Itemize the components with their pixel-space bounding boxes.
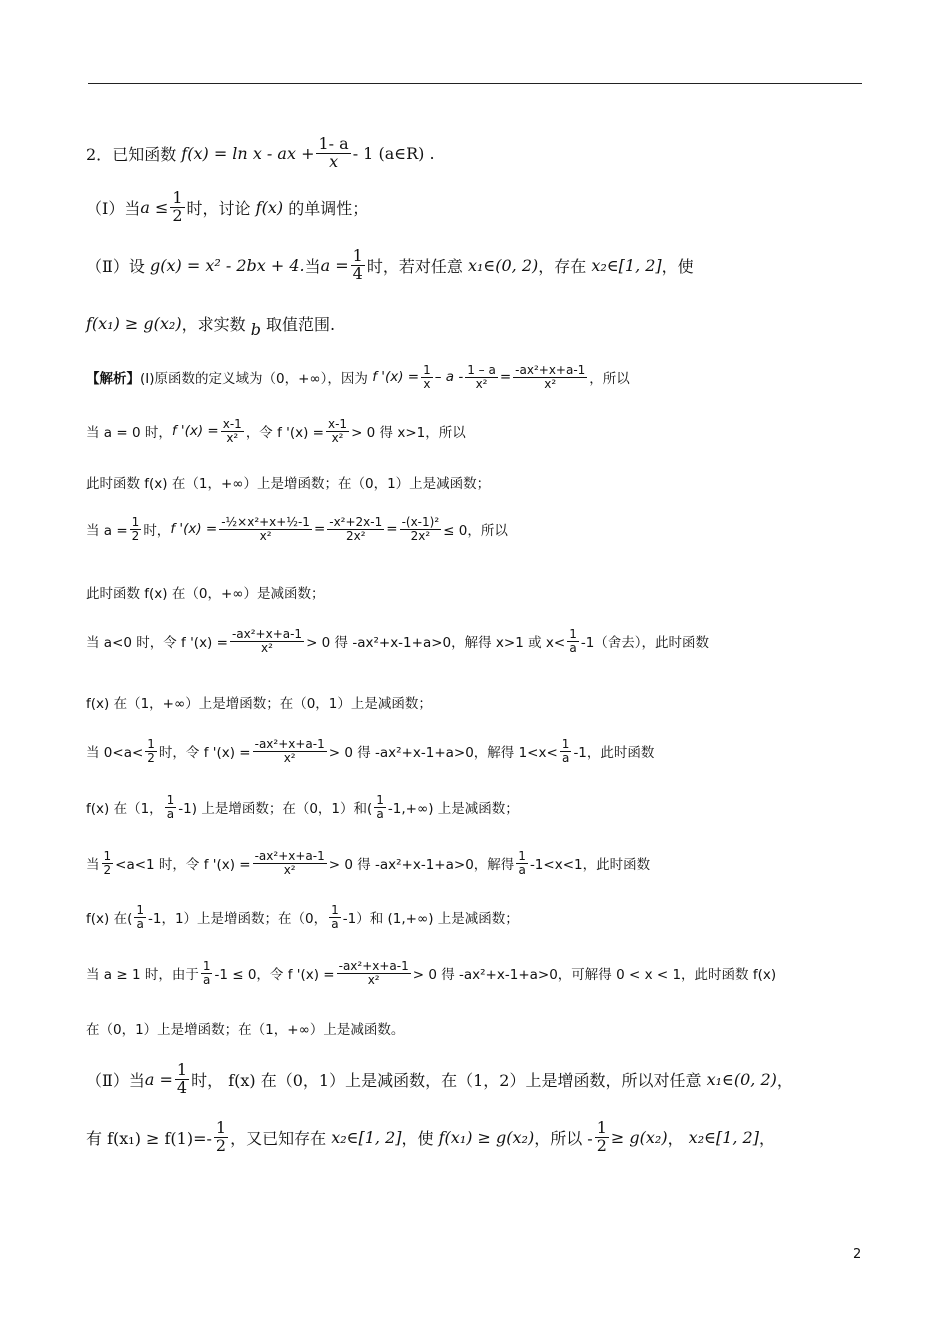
solution-line-10: 当 1 2 <a<1 时，令 f '(x) = $\frac{\text{-ax²+x+a-1}}{\text{x²}}$ > 0 得 -ax²+x-1+a>0，解得 1 a -1<x<1，此时函数 [86,849,651,877]
fraction: 1 a [331,903,339,931]
solution-line-2: 当 a = 0 时， f '(x) = $\frac{x-1}{\text{x²}}$ ，令 f '(x) = $\frac{x-1}{\text{x²}}$ > 0 得 x>1，所以 [86,417,466,445]
fraction: 1 2 [215,1118,227,1155]
fraction: 1 a [376,793,384,821]
fraction: $\frac{x-1}{\text{x²}}$ [328,417,348,445]
solution-line-1: 【解析】 (Ⅰ)原函数的定义域为（0，+∞），因为 f '(x) = $\frac{1}{x}$ – a - $\frac{1 - a}{\text{x²}}$ = $\frac{\text{-ax²+x+a-1}}{\text{x²}}$ ，所以 [86,363,630,391]
fraction: $\frac{x-1}{\text{x²}}$ [222,417,242,445]
solution-line-5: 此时函数 f(x) 在（0，+∞）是减函数； [86,586,325,602]
solution-line-4: 当 a = $\frac{1}{2}$ 时， f '(x) = $\frac{\text{-½×x²+x+½-1}}{\text{x²}}$ = $\frac{\text{-x²+2x-1}}{\text{2x²}}$ = $\frac{\text{-(x-1)²}}{\text{2x²}}$ ≤ 0，所以 [86,515,508,543]
problem-number: 2． [86,144,113,164]
problem-part-2-cont: f(x₁) ≥ g(x₂) ，求实数 b 取值范围. [86,314,336,339]
fraction: 1 a [569,627,577,655]
page-number: 2 [853,1247,862,1262]
fraction: 1 a [518,849,526,877]
solution-line-3: 此时函数 f(x) 在（1，+∞）上是增函数；在（0，1）上是减函数； [86,476,491,492]
fraction: 1 2 [103,849,112,877]
solution-line-12: 当 a ≥ 1 时，由于 1 a -1 ≤ 0，令 f '(x) = $\frac{\text{-ax²+x+a-1}}{\text{x²}}$ > 0 得 -ax²+x-1+a>0，可解得 0 < x < 1，此时函数 f(x) [86,959,777,987]
fraction: 1 a [561,737,570,765]
fraction: 1 2 [147,737,155,765]
solution-line-14: （Ⅱ）当 a = $\frac{1}{4}$ 时， f(x) 在（0，1）上是减函数，在（1，2）上是增函数，所以对任意 x₁∈(0, 2) ， [86,1060,793,1097]
fraction: $\frac{1}{4}$ [176,1060,188,1097]
fraction: $\frac{\text{-ax²+x+a-1}}{\text{x²}}$ [254,849,325,877]
solution-line-6: 当 a<0 时，令 f '(x) = $\frac{\text{-ax²+x+a-1}}{\text{x²}}$ > 0 得 -ax²+x-1+a>0，解得 x>1 或 x< 1 a -1（舍去），此时函数 [86,627,710,655]
fraction: $\frac{\text{-ax²+x+a-1}}{\text{x²}}$ [254,737,325,765]
solution-line-7: f(x) 在（1，+∞）上是增函数；在（0，1）上是减函数； [86,696,432,712]
solution-line-9: f(x) 在（1， 1 a -1) 上是增函数；在（0，1）和( 1 a -1,+∞) 上是减函数； [86,793,519,821]
fraction: $\frac{1- a}{x}$ [318,134,349,171]
fraction: $\frac{1 - a}{\text{x²}}$ [467,363,496,391]
fraction: 1 a [136,903,144,931]
fraction: 1 a [202,959,211,987]
solution-line-8: 当 0<a< 1 2 时，令 f '(x) = $\frac{\text{-ax²+x+a-1}}{\text{x²}}$ > 0 得 -ax²+x-1+a>0，解得 1<x< 1 a -1，此时函数 [86,737,655,765]
fraction: $\frac{\text{-x²+2x-1}}{\text{2x²}}$ [329,515,383,543]
fraction: $\frac{\text{-ax²+x+a-1}}{\text{x²}}$ [231,627,303,655]
solution-line-15: 有 f(x₁) ≥ f(1)=- 1 2 ，又已知存在 x₂∈[1, 2] ，使 f(x₁) ≥ g(x₂) ，所以 - $\frac{1}{2}$ ≥ g(x₂) ， x₂∈[1, 2] ， [86,1118,775,1155]
solution-line-11: f(x) 在( 1 a -1，1）上是增函数；在（0， 1 a -1）和 (1,+∞) 上是减函数； [86,903,519,931]
fraction: $\frac{\text{-ax²+x+a-1}}{\text{x²}}$ [515,363,586,391]
problem-line-1: 2． 已知函数 f(x) = ln x - ax + $\frac{1- a}{x}$ - 1 (a∈R) . [86,134,435,171]
fraction: $\frac{1}{2}$ [172,188,183,225]
problem-part-2: （Ⅱ）设 g(x) = x² - 2bx + 4. 当 a = $\frac{1}{4}$ 时，若对任意 x₁∈(0, 2) ，存在 x₂∈[1, 2] ，使 [86,246,694,283]
header-rule [88,83,862,84]
solution-line-13: 在（0，1）上是增函数；在（1，+∞）上是减函数。 [86,1022,405,1038]
fraction: $\frac{\text{-½×x²+x+½-1}}{\text{x²}}$ [221,515,310,543]
problem-part-1: （Ⅰ）当 a ≤ $\frac{1}{2}$ 时，讨论 f(x) 的单调性； [86,188,369,225]
fraction: $\frac{1}{x}$ [423,363,431,391]
fraction: $\frac{1}{4}$ [352,246,363,283]
fraction: 1 a [166,793,175,821]
fraction: $\frac{\text{-ax²+x+a-1}}{\text{x²}}$ [338,959,409,987]
fraction: $\frac{1}{2}$ [131,515,140,543]
fraction: $\frac{1}{2}$ [596,1118,607,1155]
solution-tag: 【解析】 [86,371,140,388]
fraction: $\frac{\text{-(x-1)²}}{\text{2x²}}$ [401,515,440,543]
